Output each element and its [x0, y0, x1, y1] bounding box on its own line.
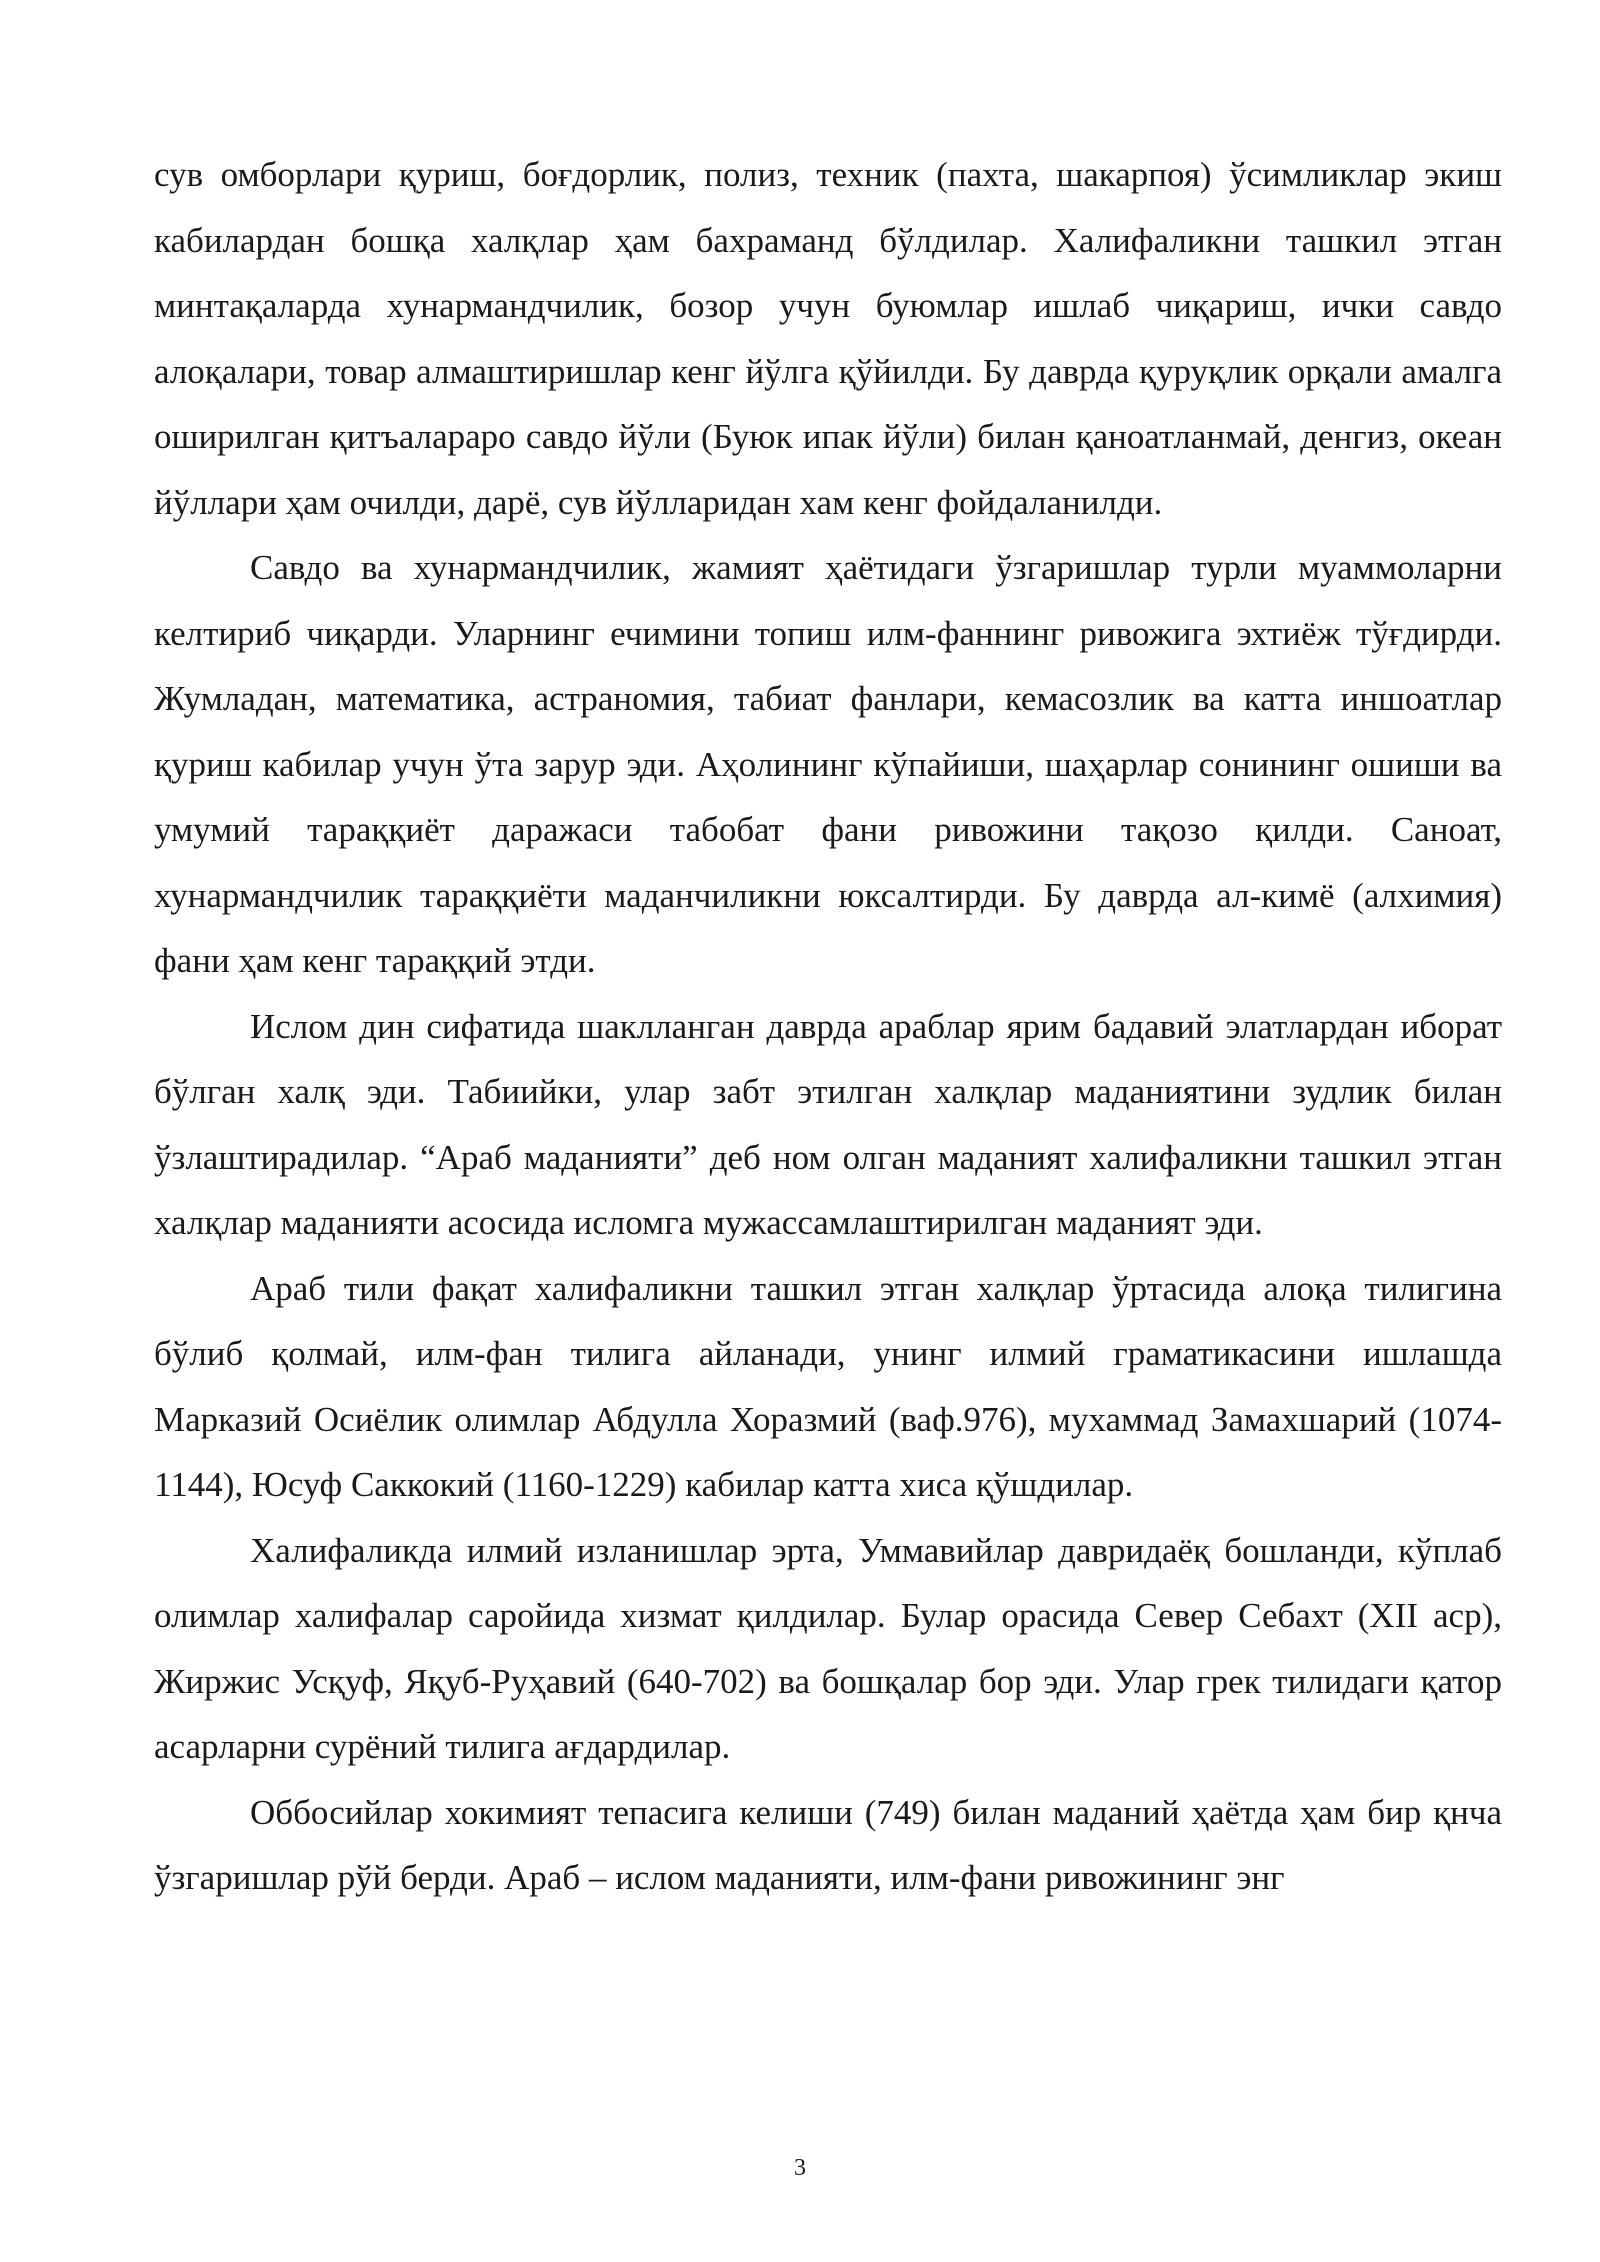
paragraph-4: Араб тили фақат халифаликни ташкил этган халқлар ўртасида алоқа тилигина бўлиб қолмай, илм-фан тилига айланади, унинг илмий граматикасини ишлашда Марказий Осиёлик олимлар Абдулла Хоразмий (ваф.976), мухаммад Замахшарий (1074-1144), Юсуф Саккокий (1160-1229) кабилар катта хиса қўшдилар.	[154, 1268, 1502, 1504]
paragraph-1: сув омборлари қуриш, боғдорлик, полиз, техник (пахта, шакарпоя) ўсимликлар экиш кабилардан бошқа халқлар ҳам бахраманд бўлдилар. Халифаликни ташкил этган минтақаларда хунармандчилик, бозор учун буюмлар ишлаб чиқариш, ички савдо алоқалари, товар алмаштиришлар кенг йўлга қўйилди. Бу даврда қуруқлик орқали амалга оширилган қитъалараро савдо йўли (Буюк ипак йўли) билан қаноатланмай, денгиз, океан йўллари ҳам очилди, дарё, сув йўлларидан хам кенг фойдаланилди.	[154, 155, 1502, 522]
page-number: 3	[794, 2155, 806, 2181]
paragraph-6: Оббосийлар хокимият тепасига келиши (749) билан маданий ҳаётда ҳам бир қнча ўзгаришлар рўй берди. Араб – ислом маданияти, илм-фани ривожининг энг	[154, 1792, 1502, 1897]
paragraph-5: Халифаликда илмий изланишлар эрта, Уммавийлар давридаёқ бошланди, кўплаб олимлар халифалар саройида хизмат қилдилар. Булар орасида Север Себахт (XII аср), Жиржис Усқуф, Яқуб-Руҳавий (640-702) ва бошқалар бор эди. Улар грек тилидаги қатор асарларни сурёний тилига ағдардилар.	[154, 1530, 1502, 1766]
document-body	[154, 142, 1502, 1911]
paragraph-2: Савдо ва хунармандчилик, жамият ҳаётидаги ўзгаришлар турли муаммоларни келтириб чиқарди. Уларнинг ечимини топиш илм-фаннинг ривожига эхтиёж тўғдирди. Жумладан, математика, астраномия, табиат фанлари, кемасозлик ва катта иншоатлар қуриш кабилар учун ўта зарур эди. Аҳолининг кўпайиши, шаҳарлар сонининг ошиши ва умумий тараққиёт даражаси табобат фани ривожини тақозо қилди. Саноат, хунармандчилик тараққиёти маданчиликни юксалтирди. Бу даврда ал-кимё (алхимия) фани ҳам кенг тараққий этди.	[154, 548, 1502, 980]
paragraph-3: Ислом дин сифатида шаклланган даврда араблар ярим бадавий элатлардан иборат бўлган халқ эди. Табиийки, улар забт этилган халқлар маданиятини зудлик билан ўзлаштирадилар. “Араб маданияти” деб ном олган маданият халифаликни ташкил этган халқлар маданияти асосида исломга мужассамлаштирилган маданият эди.	[154, 1006, 1502, 1242]
